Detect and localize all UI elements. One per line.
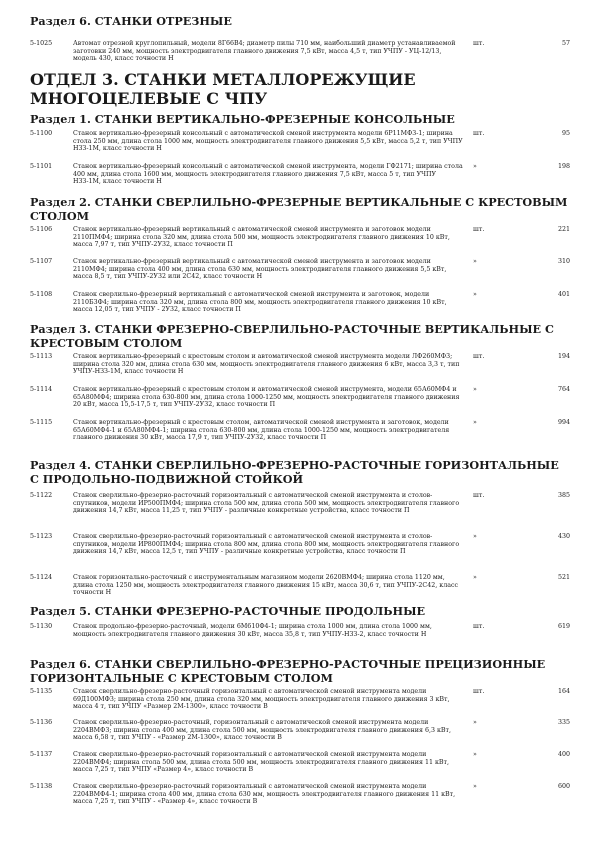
- entry-code: 5-1135: [30, 688, 53, 695]
- entry-description: Станок горизонтально-расточный с инструментальным магазином модели 2620ВМФ4; ширина стола 1120 мм, длина стола 1250 мм, мощность электродвигателя главного движения 15 кВт, масса 30,6 т, тип УЧПУ-2С42, класс точности Н: [73, 574, 458, 597]
- section-heading: Раздел 5. СТАНКИ ФРЕЗЕРНО-РАСТОЧНЫЕ ПРОДОЛЬНЫЕ: [30, 604, 426, 618]
- entry-code: 5-1113: [30, 353, 53, 360]
- entry-description: Станок сверлильно-фрезерно-расточный горизонтальный с автоматической сменой инструмента и столов-спутников, модели ИР500ПМФ4; ширина стола 500 мм, длина стола 500 мм, мощность электродвигателя главного движения 14,7 кВт, масса 11,25 т, тип УЧПУ - различные конкретные устройства, класс точности П: [73, 492, 460, 515]
- entry-price: 619: [557, 623, 570, 630]
- entry-price: 400: [557, 751, 570, 758]
- entry-code: 5-1108: [30, 291, 53, 298]
- entry-price: 221: [557, 226, 570, 233]
- section-heading: Раздел 3. СТАНКИ ФРЕЗЕРНО-СВЕРЛИЛЬНО-РАСТОЧНЫЕ ВЕРТИКАЛЬНЫЕ С КРЕСТОВЫМ СТОЛОМ: [30, 322, 554, 350]
- entry-unit: шт.: [473, 688, 485, 695]
- entry-description: Автомат отрезной круглопильный, модели 8Г66В4; диаметр пилы 710 мм, наибольший диаметр устанавливаемой заготовки 240 мм, мощность электродвигателя главного движения 7,5 кВт, масса 4,5 т, тип УЧПУ - УЦ-12/13, модель 430, класс точности Н: [73, 40, 456, 63]
- entry-unit: шт.: [473, 130, 485, 137]
- entry-unit: »: [473, 574, 477, 581]
- entry-code: 5-1124: [30, 574, 53, 581]
- entry-price: 198: [557, 163, 570, 170]
- section-heading: Раздел 6. СТАНКИ СВЕРЛИЛЬНО-ФРЕЗЕРНО-РАСТОЧНЫЕ ПРЕЦИЗИОННЫЕ ГОРИЗОНТАЛЬНЫЕ С КРЕСТОВЫМ СТОЛОМ: [30, 657, 546, 685]
- entry-code: 5-1122: [30, 492, 53, 499]
- entry-description: Станок сверлильно-фрезерно-расточный горизонтальный с автоматической сменой инструмента модели 2204ВМФ4; ширина стола 500 мм, длина стола 500 мм, мощность электродвигателя главного движения 11 кВт, масса 7,25 т, тип УЧПУ «Размер 4», класс точности В: [73, 751, 450, 774]
- entry-unit: »: [473, 719, 477, 726]
- entry-code: 5-1100: [30, 130, 53, 137]
- entry-unit: »: [473, 291, 477, 298]
- entry-description: Станок продольно-фрезерно-расточный, модели 6М610Ф4-1; ширина стола 1000 мм, длина стола 1000 мм, мощность электродвигателя главного движения 30 кВт, масса 35,8 т, тип УЧПУ-НЗЗ-2, класс точности Н: [73, 623, 432, 638]
- entry-unit: »: [473, 386, 477, 393]
- price-entry: [30, 40, 570, 63]
- entry-price: 994: [557, 419, 570, 426]
- entry-price: 401: [557, 291, 570, 298]
- price-entry: [30, 688, 570, 711]
- price-entry: [30, 386, 570, 409]
- entry-price: 385: [557, 492, 570, 499]
- entry-unit: шт.: [473, 226, 485, 233]
- entry-price: 194: [557, 353, 570, 360]
- entry-price: 95: [561, 130, 570, 137]
- price-entry: [30, 574, 570, 597]
- entry-code: 5-1114: [30, 386, 53, 393]
- entry-price: 57: [561, 40, 570, 47]
- entry-description: Станок вертикально-фрезерный с крестовым столом и автоматической сменой инструмента модели ЛФ260МФ3; ширина стола 320 мм, длина стола 630 мм, мощность электродвигателя главного движения 6 кВт, масса 3,3 т, тип УЧПУ-НЗЗ-1М, класс точности Н: [73, 353, 460, 376]
- entry-description: Станок вертикально-фрезерный с крестовым столом, автоматической сменой инструмента и заготовок, модели 65А60МФ4-1 и 65А80МФ4-1; ширина стола 630-800 мм, длина стола 1000-1250 мм, мощность электродвигателя главного движения 30 кВт, масса 17,9 т, тип УЧПУ-2У32, класс точности П: [73, 419, 450, 442]
- section-heading: Раздел 1. СТАНКИ ВЕРТИКАЛЬНО-ФРЕЗЕРНЫЕ КОНСОЛЬНЫЕ: [30, 112, 455, 126]
- price-entry: [30, 623, 570, 643]
- department-heading: ОТДЕЛ 3. СТАНКИ МЕТАЛЛОРЕЖУЩИЕ МНОГОЦЕЛЕВЫЕ С ЧПУ: [30, 70, 416, 108]
- entry-unit: »: [473, 751, 477, 758]
- price-entry: [30, 719, 570, 742]
- entry-unit: шт.: [473, 353, 485, 360]
- entry-price: 335: [557, 719, 570, 726]
- section-heading: Раздел 6. СТАНКИ ОТРЕЗНЫЕ: [30, 14, 232, 28]
- entry-unit: шт.: [473, 492, 485, 499]
- entry-unit: »: [473, 163, 477, 170]
- entry-description: Станок вертикально-фрезерный консольный с автоматической сменой инструмента модели 6Р11МФ3-1; ширина стола 250 мм, длина стола 1000 мм, мощность электродвигателя главного движения 5,5 кВт, масса 5,2 т, тип УЧПУ НЗЗ-1М, класс точности Н: [73, 130, 463, 153]
- entry-unit: »: [473, 783, 477, 790]
- entry-description: Станок вертикально-фрезерный вертикальный с автоматической сменой инструмента и заготовок модели 2110МФ4; ширина стола 400 мм, длина стола 630 мм, мощность электродвигателя главного движения 5,5 кВт, масса 8,5 т, тип УЧПУ-2У32 или 2С42, класс точности Н: [73, 258, 447, 281]
- entry-code: 5-1115: [30, 419, 53, 426]
- price-entry: [30, 258, 570, 281]
- entry-code: 5-1130: [30, 623, 53, 630]
- price-entry: [30, 130, 570, 153]
- entry-description: Станок сверлильно-фрезерно-расточный горизонтальный с автоматической сменой инструмента и столов-спутников, модели ИР800ПМФ4; ширина стола 800 мм, длина стола 800 мм, мощность электродвигателя главного движения 14,7 кВт, масса 12,5 т, тип УЧПУ - различные конкретные устройства, класс точности П: [73, 533, 460, 556]
- entry-code: 5-1106: [30, 226, 53, 233]
- entry-code: 5-1136: [30, 719, 53, 726]
- entry-price: 521: [557, 574, 570, 581]
- price-entry: [30, 533, 570, 556]
- entry-price: 310: [557, 258, 570, 265]
- section-heading: Раздел 2. СТАНКИ СВЕРЛИЛЬНО-ФРЕЗЕРНЫЕ ВЕРТИКАЛЬНЫЕ С КРЕСТОВЫМ СТОЛОМ: [30, 195, 568, 223]
- price-entry: [30, 492, 570, 515]
- entry-description: Станок сверлильно-фрезерно-расточный горизонтальный с автоматической сменой инструмента модели 69Д100МФ3; ширина стола 250 мм, длина стола 320 мм, мощность электродвигателя главного движения 3 кВт, масса 4 т, тип УЧПУ «Размер 2М-1300», класс точности В: [73, 688, 450, 711]
- entry-price: 600: [557, 783, 570, 790]
- entry-code: 5-1123: [30, 533, 53, 540]
- entry-description: Станок вертикально-фрезерный вертикальный с автоматической сменой инструмента и заготовок модели 2110ПМФ4; ширина стола 320 мм, длина стола 500 мм, мощность электродвигателя главного движения 10 кВт, масса 7,97 т, тип УЧПУ-2У32, класс точности П: [73, 226, 450, 249]
- entry-unit: шт.: [473, 623, 485, 630]
- entry-code: 5-1101: [30, 163, 53, 170]
- entry-unit: »: [473, 533, 477, 540]
- price-entry: [30, 226, 570, 249]
- entry-code: 5-1107: [30, 258, 53, 265]
- entry-unit: »: [473, 258, 477, 265]
- entry-unit: »: [473, 419, 477, 426]
- entry-code: 5-1025: [30, 40, 53, 47]
- section-heading: Раздел 4. СТАНКИ СВЕРЛИЛЬНО-ФРЕЗЕРНО-РАСТОЧНЫЕ ГОРИЗОНТАЛЬНЫЕ С ПРОДОЛЬНО-ПОДВИЖНОЙ СТОЙКОЙ: [30, 458, 559, 486]
- entry-price: 764: [557, 386, 570, 393]
- entry-description: Станок сверлильно-фрезерно-расточный, горизонтальный с автоматической сменой инструмента модели 2204ВМФ3; ширина стола 400 мм, длина стола 500 мм, мощность электродвигателя главного движения 6,3 кВт, масса 6,58 т, тип УЧПУ - «Размер 2М-1300», класс точности В: [73, 719, 452, 742]
- price-entry: [30, 751, 570, 774]
- entry-code: 5-1137: [30, 751, 53, 758]
- entry-code: 5-1138: [30, 783, 53, 790]
- price-entry: [30, 291, 570, 314]
- entry-price: 430: [557, 533, 570, 540]
- price-entry: [30, 353, 570, 376]
- entry-description: Станок вертикально-фрезерный консольный с автоматической сменой инструмента, модели ГФ2171; ширина стола 400 мм, длина стола 1600 мм, мощность электродвигателя главного движения 7,5 кВт, масса 5 т, тип УЧПУ НЗЗ-1М, класс точности Н: [73, 163, 463, 186]
- price-entry: [30, 163, 570, 186]
- entry-description: Станок вертикально-фрезерный с крестовым столом и автоматической сменой инструмента, модели 65А60МФ4 и 65А80МФ4; ширина стола 630-800 мм, длина стола 1000-1250 мм, мощность электродвигателя главного движения 20 кВт, масса 15,5-17,5 т, тип УЧПУ-2У32, класс точности П: [73, 386, 460, 409]
- entry-unit: шт.: [473, 40, 485, 47]
- entry-price: 164: [557, 688, 570, 695]
- entry-description: Станок сверлильно-фрезерно-расточный горизонтальный с автоматической сменой инструмента модели 2204ВМФ4-1; ширина стола 400 мм, длина стола 630 мм, мощность электродвигателя главного движения 11 кВт, масса 7,25 т, тип УЧПУ - «Размер 4», класс точности В: [73, 783, 456, 806]
- price-entry: [30, 783, 570, 806]
- entry-description: Станок сверлильно-фрезерный вертикальный с автоматической сменой инструмента и заготовок, модели 2110Б3Ф4; ширина стола 320 мм, длина стола 800 мм, мощность электродвигателя главного движения 10 кВт, масса 12,05 т, тип УЧПУ - 2У32, класс точности П: [73, 291, 447, 314]
- price-entry: [30, 419, 570, 442]
